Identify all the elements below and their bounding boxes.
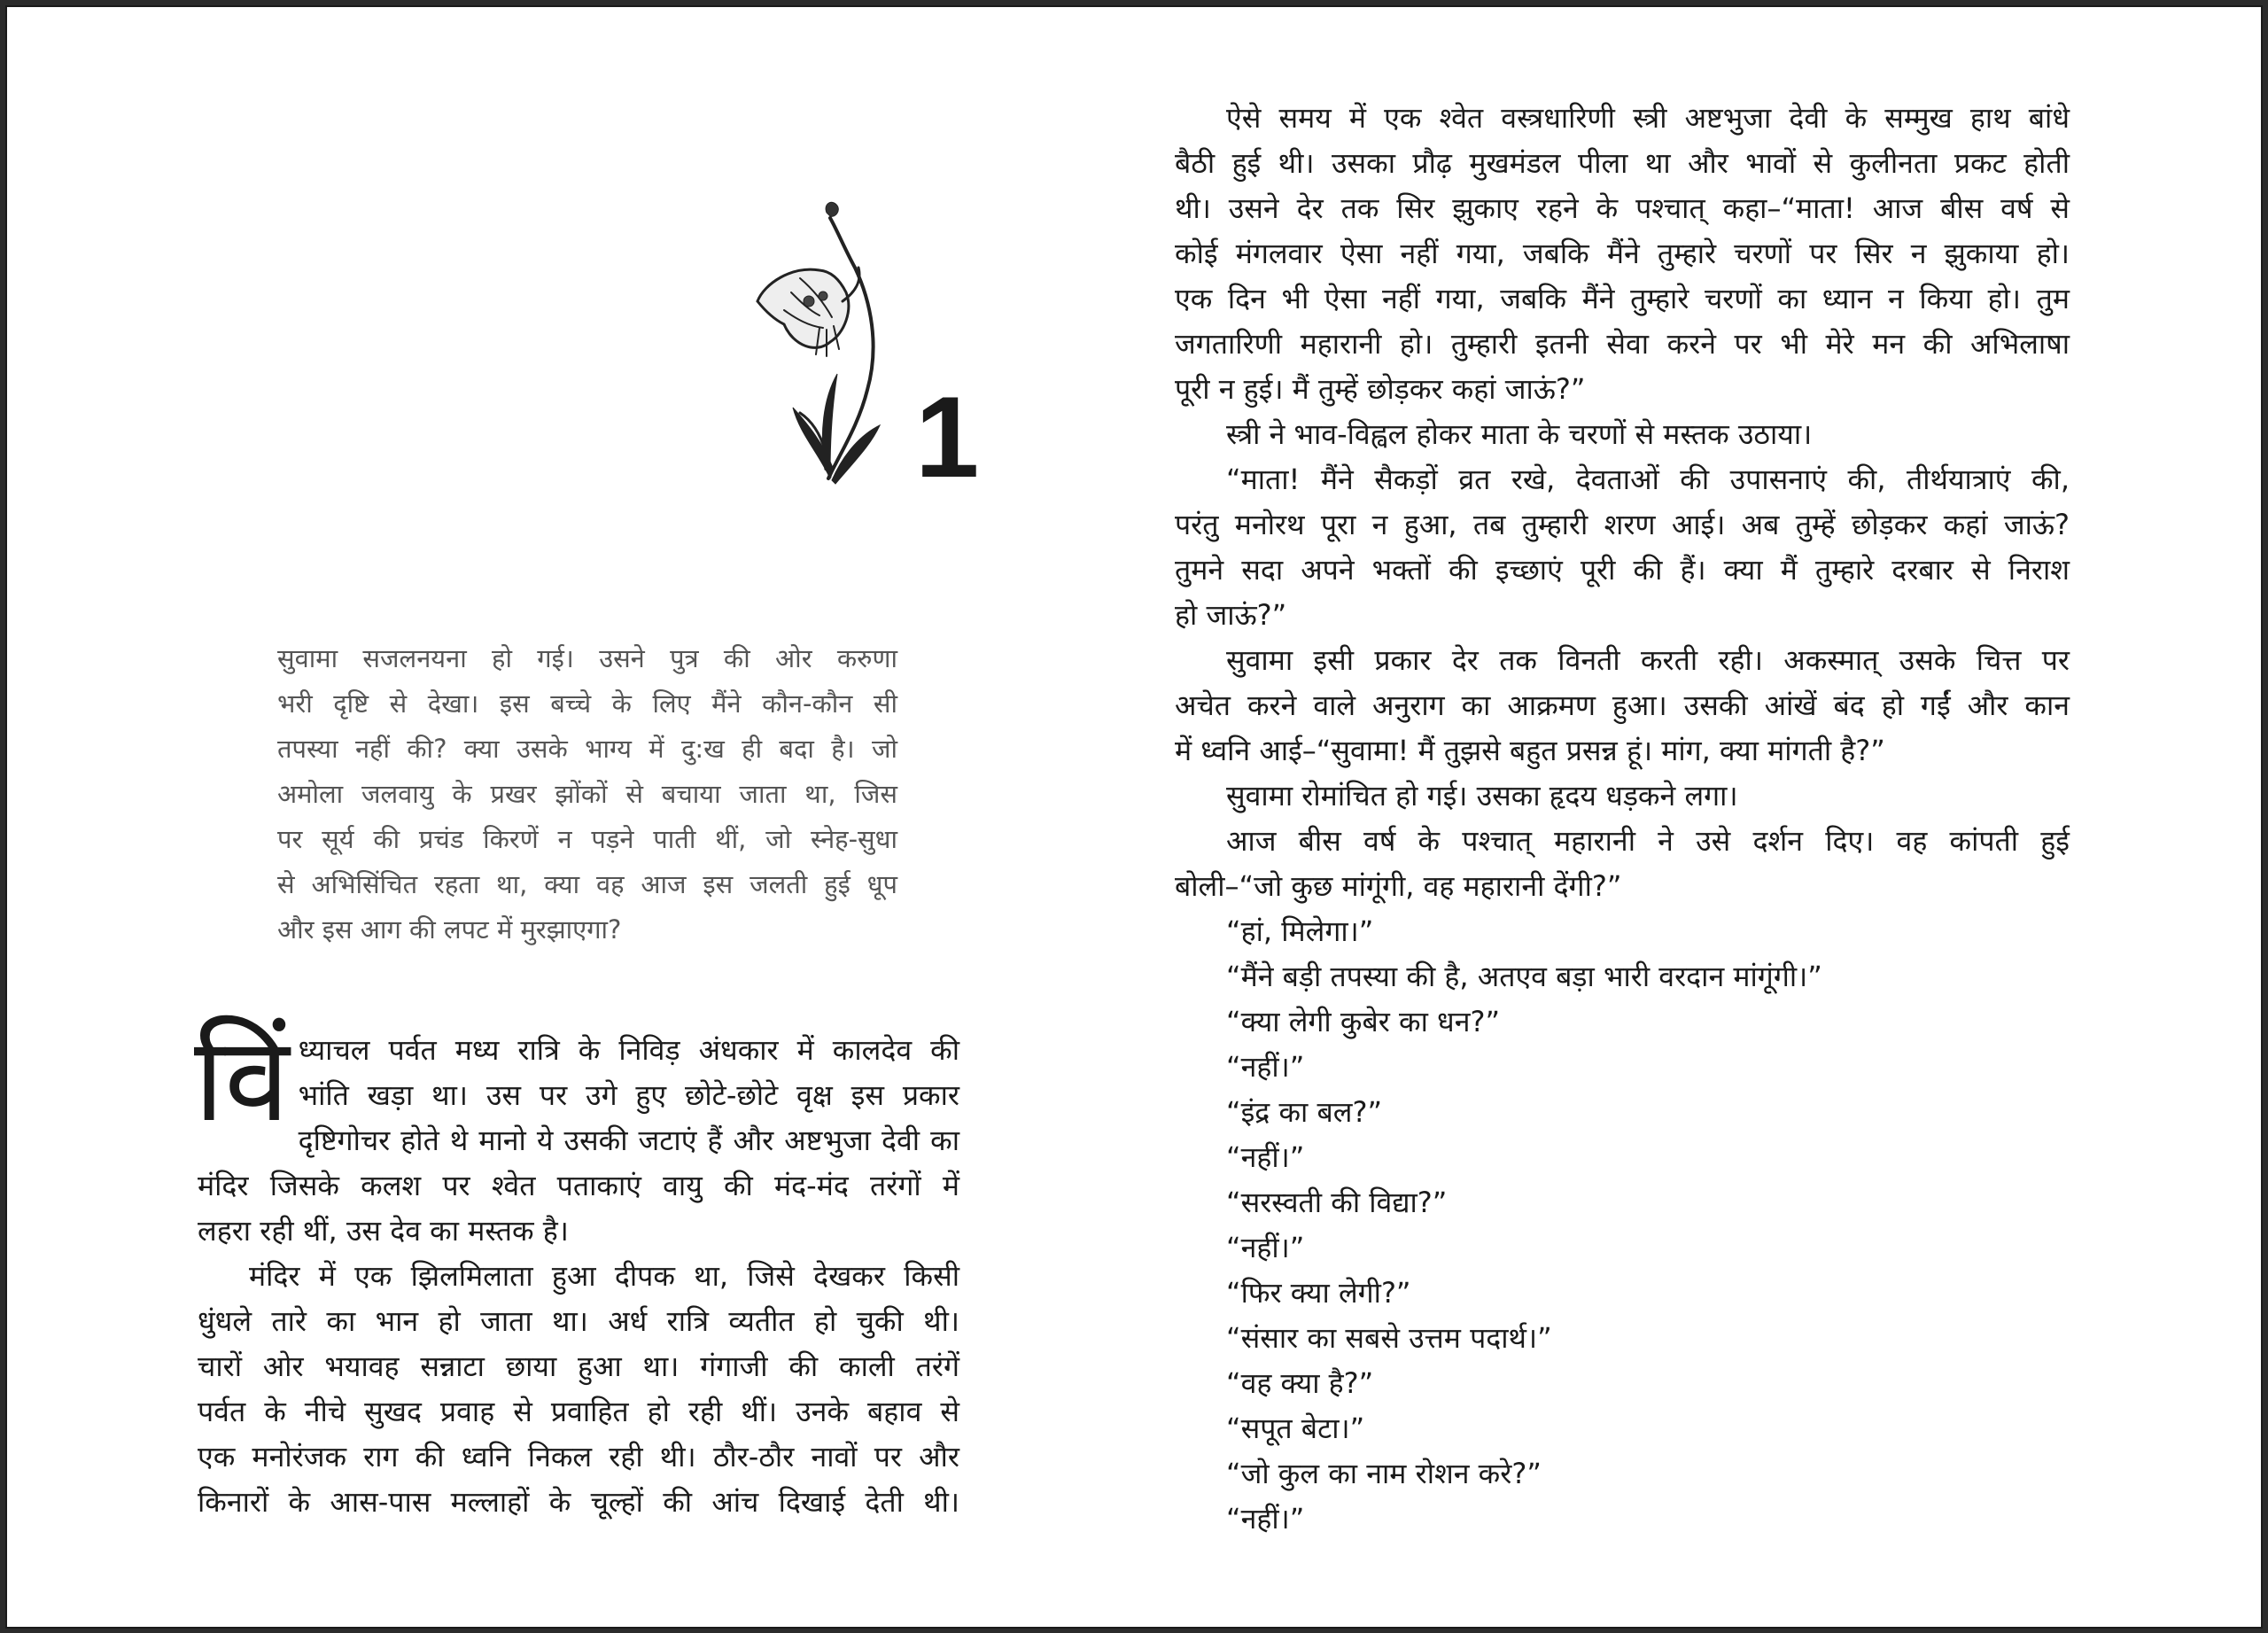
- right-body-text: [1175, 96, 2070, 909]
- chapter-number: 1: [915, 372, 980, 502]
- text-line: भांति खड़ा था। उस पर उगे हुए छोटे-छोटे वृक्ष इस प्रकार: [298, 1078, 959, 1112]
- paragraph: [1175, 774, 2070, 819]
- dialog-line: “इंद्र का बल?”: [1226, 1095, 1383, 1129]
- text-line: दृष्टिगोचर होते थे मानो ये उसकी जटाएं हैं और अष्टभुजा देवी का: [298, 1124, 959, 1157]
- text-line: सुवामा इसी प्रकार देर तक विनती करती रही। अकस्मात् उसके चित्त पर: [1226, 643, 2070, 677]
- epigraph-line: और इस आग की लपट में मुरझाएगा?: [277, 914, 622, 945]
- dialog-line: “नहीं।”: [1226, 1050, 1305, 1084]
- left-body-text: [194, 1012, 959, 1525]
- paragraph: [1175, 412, 2070, 457]
- text-line: थी। उसने देर तक सिर झुकाए रहने के पश्चात् कहा–“माता! आज बीस वर्ष से: [1175, 191, 2070, 225]
- text-line: मंदिर जिसके कलश पर श्वेत पताकाएं वायु की मंद-मंद तरंगों में: [198, 1169, 959, 1202]
- epigraph-line: भरी दृष्टि से देखा। इस बच्चे के लिए मैंने कौन-कौन सी: [277, 688, 897, 719]
- dialog-line: “सपूत बेटा।”: [1226, 1411, 1365, 1445]
- text-line: धुंधले तारे का भान हो जाता था। अर्ध रात्रि व्यतीत हो चुकी थी।: [198, 1304, 959, 1338]
- text-line: एक मनोरंजक राग की ध्वनि निकल रही थी। ठौर-ठौर नावों पर और: [198, 1440, 959, 1474]
- epigraph-line: सुवामा सजलनयना हो गई। उसने पुत्र की ओर करुणा: [277, 643, 897, 673]
- epigraph-line: तपस्या नहीं की? क्या उसके भाग्य में दु:ख ही बदा है। जो: [277, 734, 897, 764]
- text-line: बोली–“जो कुछ मांगूंगी, वह महारानी देंगी?”: [1175, 869, 1622, 903]
- text-line: किनारों के आस-पास मल्लाहों के चूल्हों की आंच दिखाई देती थी।: [198, 1485, 959, 1519]
- drop-cap: विं: [194, 1012, 290, 1148]
- paragraph: [194, 1012, 959, 1254]
- text-line: आज बीस वर्ष के पश्चात् महारानी ने उसे दर्शन दिए। वह कांपती हुई: [1226, 824, 2070, 858]
- text-line: बैठी हुई थी। उसका प्रौढ़ मुखमंडल पीला था और भावों से कुलीनता प्रकट होती: [1175, 146, 2070, 180]
- dialog-line: “हां, मिलेगा।”: [1226, 914, 1374, 948]
- flower-illustration-icon: [738, 168, 933, 540]
- text-line: हो जाऊं?”: [1175, 598, 1287, 632]
- dialog-line: “फिर क्या लेगी?”: [1226, 1276, 1411, 1310]
- dialog-line: “जो कुल का नाम रोशन करे?”: [1226, 1457, 1542, 1490]
- paragraph: [1175, 96, 2070, 412]
- text-line: चारों ओर भयावह सन्नाटा छाया हुआ था। गंगाजी की काली तरंगें: [198, 1349, 959, 1383]
- text-line: में ध्वनि आई–“सुवामा! मैं तुझसे बहुत प्रसन्न हूं। मांग, क्या मांगती है?”: [1175, 734, 1885, 767]
- book-spread: [5, 5, 2263, 1629]
- left-page: [194, 140, 980, 1558]
- paragraph: [1175, 819, 2070, 909]
- paragraph: [1175, 457, 2070, 638]
- text-line: लहरा रही थीं, उस देव का मस्तक है।: [198, 1214, 569, 1248]
- paragraph: [1175, 638, 2070, 774]
- text-line: एक दिन भी ऐसा नहीं गया, जबकि मैंने तुम्हारे चरणों का ध्यान न किया हो। तुम: [1175, 282, 2070, 315]
- dialog-line: “संसार का सबसे उत्तम पदार्थ।”: [1226, 1321, 1552, 1355]
- text-line: अचेत करने वाले अनुराग का आक्रमण हुआ। उसकी आंखें बंद हो गईं और कान: [1175, 688, 2070, 722]
- text-line: ऐसे समय में एक श्वेत वस्त्रधारिणी स्त्री अष्टभुजा देवी के सम्मुख हाथ बांधे: [1226, 101, 2070, 135]
- dialog-line: “नहीं।”: [1226, 1140, 1305, 1174]
- text-line: मंदिर में एक झिलमिलाता हुआ दीपक था, जिसे देखकर किसी: [249, 1259, 959, 1293]
- text-line: सुवामा रोमांचित हो गई। उसका हृदय धड़कने लगा।: [1226, 779, 1738, 813]
- dialog-block: [1175, 909, 2070, 1542]
- text-line: ध्याचल पर्वत मध्य रात्रि के निविड़ अंधकार में कालदेव की: [298, 1033, 959, 1067]
- text-line: पूरी न हुई। मैं तुम्हें छोड़कर कहां जाऊं?”: [1175, 372, 1586, 406]
- dialog-line: “सरस्वती की विद्या?”: [1226, 1186, 1448, 1219]
- text-line: कोई मंगलवार ऐसा नहीं गया, जबकि मैंने तुम्हारे चरणों पर सिर न झुकाया हो।: [1175, 237, 2070, 270]
- text-line: परंतु मनोरथ पूरा न हुआ, तब तुम्हारी शरण आई। अब तुम्हें छोड़कर कहां जाऊं?: [1175, 508, 2070, 541]
- epigraph-line: से अभिसिंचित रहता था, क्या वह आज इस जलती हुई धूप: [277, 869, 897, 899]
- dialog-line: “नहीं।”: [1226, 1502, 1305, 1536]
- dialog-line: “मैंने बड़ी तपस्या की है, अतएव बड़ा भारी वरदान मांगूंगी।”: [1226, 960, 1822, 993]
- dialog-line: “क्या लेगी कुबेर का धन?”: [1226, 1005, 1501, 1038]
- dialog-line: “वह क्या है?”: [1226, 1366, 1374, 1400]
- paragraph: [198, 1254, 959, 1525]
- text-line: जगतारिणी महारानी हो। तुम्हारी इतनी सेवा करने पर भी मेरे मन की अभिलाषा: [1175, 327, 2070, 361]
- chapter-epigraph: [277, 636, 897, 953]
- epigraph-line: अमोला जलवायु के प्रखर झोंकों से बचाया जाता था, जिस: [277, 779, 897, 809]
- text-line: “माता! मैंने सैकड़ों व्रत रखे, देवताओं की उपासनाएं की, तीर्थयात्राएं की,: [1226, 463, 2070, 496]
- right-page: [1175, 96, 2070, 1558]
- text-line: तुमने सदा अपने भक्तों की इच्छाएं पूरी की हैं। क्या मैं तुम्हारे दरबार से निराश: [1175, 553, 2070, 587]
- text-line: स्त्री ने भाव-विह्वल होकर माता के चरणों से मस्तक उठाया।: [1226, 417, 1813, 451]
- text-line: पर्वत के नीचे सुखद प्रवाह से प्रवाहित हो रही थीं। उनके बहाव से: [198, 1395, 959, 1428]
- dialog-line: “नहीं।”: [1226, 1231, 1305, 1264]
- epigraph-line: पर सूर्य की प्रचंड किरणें न पड़ने पाती थीं, जो स्नेह-सुधा: [277, 824, 897, 854]
